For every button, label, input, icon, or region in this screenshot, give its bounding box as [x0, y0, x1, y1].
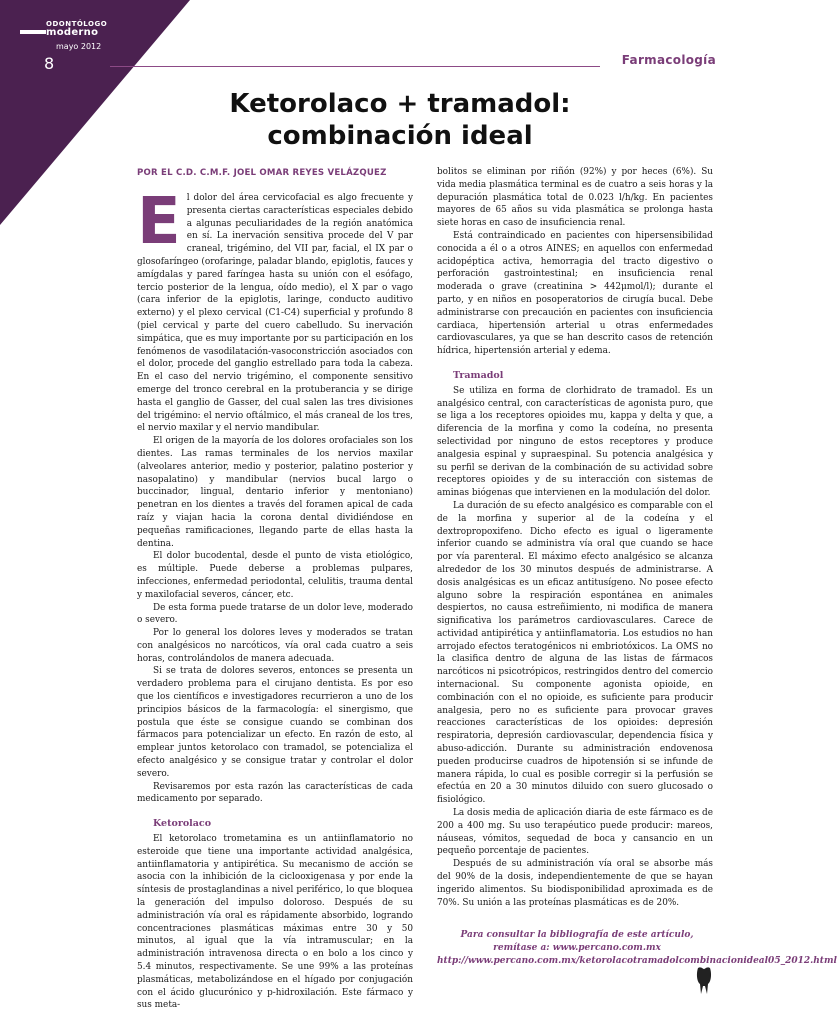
subhead-ketorolaco: Ketorolaco — [153, 818, 212, 830]
paragraph: El ketorolaco trometamina es un antiinflamatorio no esteroide que tiene una importante actividad analgésica, antiinflamatoria y antipirética. Su mecanismo de acción se asocia con la inhibición de la ciclooxigenasa y por ende la síntesis de prostaglandinas a nivel periférico, lo que bloquea la generación del impulso doloroso. Después de su administración vía oral es rápidamente absorbido, logrando concentraciones plasmáticas máximas entre 30 y 50 minutos, al igual que la vía intramuscular; en la administración intravenosa directa o en bolo a los cinco y 5.4 minutos, respectivamente. Se une 99% a las proteínas plasmáticas, metabolizándose en el hígado por conjugación con el ácido glucurónico y p-hidroxilación. Este fármaco y sus meta- — [137, 834, 413, 1011]
article-byline: POR EL C.D. C.M.F. JOEL OMAR REYES VELÁZQUEZ — [137, 168, 387, 178]
paragraph: bolitos se eliminan por riñón (92%) y por heces (6%). Su vida media plasmática terminal es de cuatro a seis horas y la depuración plasmática total de 0.023 l/h/kg. En pacientes mayores de 65 años su vida plasmática se prolonga hasta siete horas en caso de insuficiencia renal. — [437, 167, 713, 229]
paragraph: Si se trata de dolores severos, entonces se presenta un verdadero problema para el cirujano dentista. Es por eso que los científicos e investigadores recurrieron a uno de los principios básicos de la farmacología: el sinergismo, que postula que éste se consigue cuando se combinan dos fármacos para potencializar un efecto. En razón de esto, al emplear juntos ketorolaco con tramadol, se potencializa el efecto analgésico y se consigue tratar y controlar el dolor severo. — [137, 666, 413, 779]
article-title: Ketorolaco + tramadol: combinación ideal — [229, 89, 571, 151]
paragraph: l dolor del área cervicofacial es algo frecuente y presenta ciertas características especiales debido a algunas peculiaridades de la región anatómica en sí. La inervación sensitiva procede del V par craneal, trigémino, del VII par, facial, el IX par o glosofaríngeo (orofaringe, paladar blando, epiglotis, fauces y amígdalas y pared faríngea hasta su unión con el esófago, tercio posterior de la lengua, oído medio), el X par o vago (cara inferior de la epiglotis, laringe, conducto auditivo externo) y el plexo cervical (C1-C4) superficial y profundo 8 (piel cervical y parte del cuero cabelludo. Su inervación simpática, que es muy importante por su participación en los fenómenos de vasodilatación-vasoconstricción asociados con el dolor, procede del ganglio estrellado para toda la cabeza. En el caso del nervio trigémino, el componente sensitivo emerge del tronco cerebral en la protuberancia y se dirige hasta el ganglio de Gasser, del cual salen las tres divisiones del trigémino: el nervio oftálmico, el más craneal de los tres, el nervio maxilar y el nervio mandibular. — [137, 193, 413, 434]
header-rule — [110, 66, 600, 67]
paragraph: Revisaremos por esta razón las características de cada medicamento por separado. — [137, 781, 413, 805]
section-label: Farmacología — [621, 53, 716, 67]
logo-line1: ODONTÓLOGO — [46, 20, 108, 28]
tooth-icon — [694, 964, 714, 998]
logo-bar — [20, 30, 46, 34]
dropcap: E — [137, 185, 181, 259]
logo-line2: moderno — [46, 27, 99, 38]
issue-date: mayo 2012 — [56, 42, 102, 51]
right-column — [437, 166, 713, 909]
magazine-logo — [20, 20, 130, 100]
paragraph: Se utiliza en forma de clorhidrato de tramadol. Es un analgésico central, con características de agonista puro, que se liga a los receptores opioides mu, kappa y delta y que, a diferencia de la morfina y como la codeína, no presenta selectividad por ninguno de estos receptores y produce analgesia espinal y supraespinal. Su potencia analgésica y su perfil se derivan de la combinación de su actividad sobre receptores opioides y de su interacción con sistemas de aminas biógenas que intervienen en la modulación del dolor. — [437, 385, 713, 499]
paragraph: De esta forma puede tratarse de un dolor leve, moderado o severo. — [137, 602, 413, 626]
subhead-tramadol: Tramadol — [453, 369, 504, 381]
paragraph: Por lo general los dolores leves y moderados se tratan con analgésicos no narcóticos, vía oral cada cuatro a seis horas, controlándolos de manera adecuada. — [137, 628, 413, 664]
left-column — [137, 185, 413, 1012]
paragraph: El dolor bucodental, desde el punto de vista etiológico, es múltiple. Puede deberse a problemas pulpares, infecciones, enfermedad periodontal, celulitis, trauma dental y maxilofacial severos, cáncer, etc. — [137, 551, 413, 600]
paragraph: La duración de su efecto analgésico es comparable con el de la morfina y superior al de la codeína y el dextropropoxifeno. Dicho efecto es igual o ligeramente inferior cuando se administra vía oral que cuando se hace por vía parenteral. El máximo efecto analgésico se alcanza alrededor de los 30 minutos después de administrarse. A dosis analgésicas es un eficaz antitusígeno. No posee efecto alguno sobre la respiración espontánea en animales despiertos, no causa estreñimiento, ni modifica de manera significativa los parámetros cardiovasculares. Carece de actividad antipirética y antiinflamatoria. Los estudios no han arrojado efectos teratogénicos ni embriotóxicos. La OMS no la clasifica dentro de alguna de las listas de fármacos narcóticos ni psicotrópicos, restringidos dentro del comercio internacional. Su componente agonista opioide, en combinación con el no opioide, es suficiente para producir analgesia, pero no es suficiente para provocar graves reacciones características de los opioides: depresión respiratoria, depresión cardiovascular, dependencia física y abuso-adicción. Durante su administración endovenosa pueden producirse cuadros de hipotensión si se infunde de manera rápida, lo cual es posible corregir si la perfusión se efectúa en 20 a 30 minutos diluido con suero glucosado o fisiológico. — [437, 500, 713, 806]
references-note: Para consultar la bibliografía de este artículo, remítase a: www.percano.com.mx http://www.percano.com.mx/ketorolacotramadolcombinacionideal05_2012.html — [437, 930, 837, 966]
paragraph: El origen de la mayoría de los dolores orofaciales son los dientes. Las ramas terminales de los nervios maxilar (alveolares anterior, medio y posterior, palatino posterior y nasopalatino) y mandibular (nervios bucal largo o buccinador, lingual, dentario inferior y mentoniano) penetran en los dientes a través del foramen apical de cada raíz y viajan hacia la corona dental dividiéndose en pequeñas ramificaciones, llegando parte de ellas hasta la dentina. — [137, 436, 413, 549]
paragraph: Está contraindicado en pacientes con hipersensibilidad conocida a él o a otros AINES; en aquellos con enfermedad acidopéptica activa, hemorragia del tracto digestivo o perforación gastrointestinal; en insuficiencia renal moderada o grave (creatinina > 442μmol/l); durante el parto, y en niños en posoperatorios de cirugía bucal. Debe administrarse con precaución en pacientes con insuficiencia cardiaca, hipertensión arterial u otras enfermedades cardiovasculares, ya que se han descrito casos de retención hídrica, hipertensión arterial y edema. — [437, 230, 713, 357]
page-number: 8 — [44, 54, 55, 73]
paragraph: La dosis media de aplicación diaria de este fármaco es de 200 a 400 mg. Su uso terapéutico puede producir: mareos, náuseas, vómitos, sequedad de boca y cansancio en un pequeño porcentaje de pacientes. — [437, 808, 713, 857]
paragraph: Después de su administración vía oral se absorbe más del 90% de la dosis, independientemente de que se hayan ingerido alimentos. Su biodisponibilidad aproximada es de 70%. Su unión a las proteínas plasmáticas es de 20%. — [437, 859, 713, 908]
